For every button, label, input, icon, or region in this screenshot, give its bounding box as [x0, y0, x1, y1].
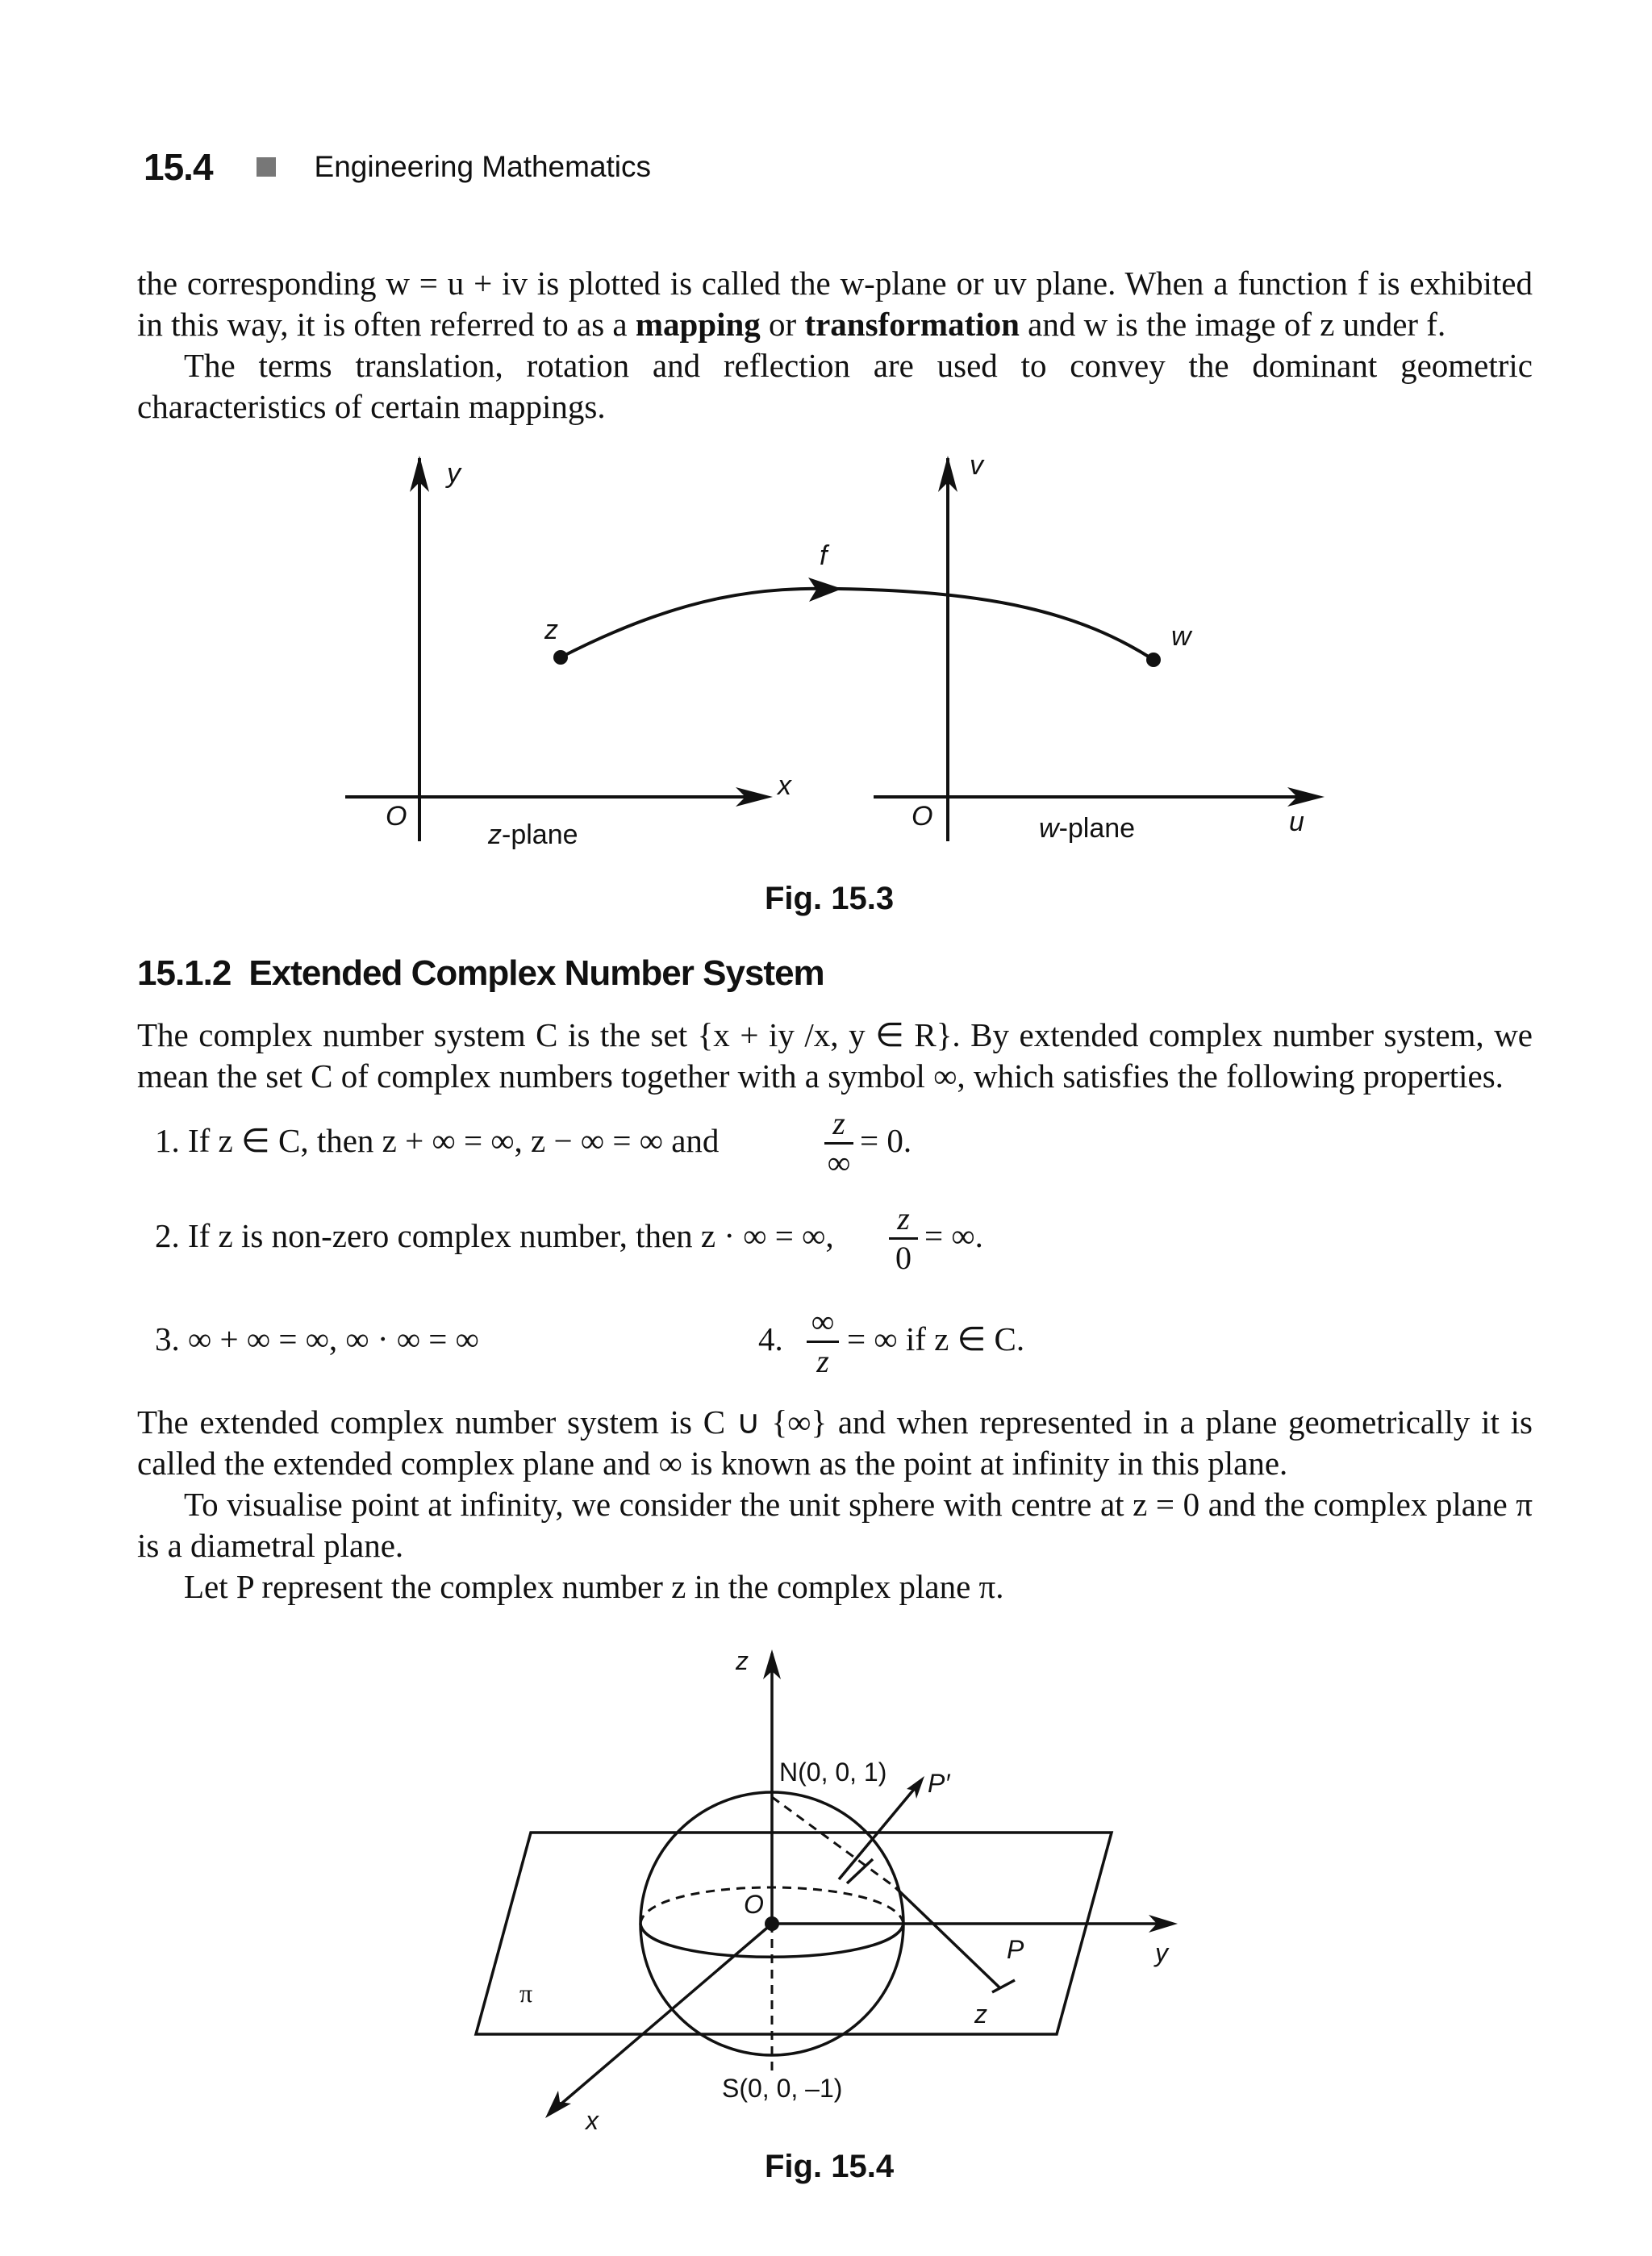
intro-line-2-end: and w is the image of z under f.: [1028, 306, 1446, 343]
property-1-denominator: ∞: [827, 1145, 851, 1181]
book-title: Engineering Mathematics: [314, 150, 652, 183]
x-axis-arrowhead: [545, 2091, 571, 2118]
section-body-1: [137, 1015, 1533, 1097]
property-1-numerator: z: [832, 1105, 845, 1141]
line-to-p: [895, 1887, 1000, 1988]
property-2-rhs: = ∞.: [924, 1217, 983, 1254]
label-origin-z: O: [386, 801, 407, 832]
point-w: [1146, 653, 1161, 667]
figure-15-4-caption: Fig. 15.4: [765, 2149, 895, 2184]
label-origin-w: O: [912, 801, 933, 832]
label-w-plane: w-plane: [1039, 813, 1136, 844]
body-paragraph-3: To visualise point at infinity, we consider the unit sphere with centre at z = 0 and the complex plane π is a diametral plane.: [137, 1486, 1533, 1564]
property-2-denominator: 0: [895, 1240, 912, 1276]
property-4-fraction: [807, 1305, 839, 1378]
label-v: v: [970, 450, 983, 481]
page-number: 15.4: [144, 146, 213, 188]
intro-line-2: in this way, it is often referred to as a: [137, 306, 628, 343]
property-4-label: 4.: [758, 1320, 783, 1357]
origin-point: [765, 1916, 779, 1931]
property-4-rhs: = ∞ if z ∈ C.: [847, 1320, 1025, 1357]
property-4-numerator: ∞: [811, 1303, 835, 1340]
section-title: Extended Complex Number System: [248, 953, 824, 993]
body-paragraph-4: Let P represent the complex number z in the complex plane π.: [184, 1568, 1004, 1605]
label-z-plane: z-plane: [488, 819, 578, 850]
line-to-p-prime: [839, 1783, 920, 1879]
word-or: or: [769, 306, 797, 343]
property-2-numerator: z: [897, 1200, 910, 1236]
section-body-2: [137, 1402, 1533, 1608]
label-x: x: [778, 770, 791, 801]
fig4-label-p-prime: P′: [928, 1769, 950, 1798]
fig4-label-pi: π: [519, 1979, 533, 2008]
label-u: u: [1289, 807, 1304, 837]
term-transformation: transformation: [804, 306, 1020, 343]
fig4-label-z2: z: [974, 2000, 987, 2029]
body-paragraph-2: The extended complex number system is C ∪ {∞} and when represented in a plane geometrically it is called the extended complex plane and ∞ is known as the point at infinity in this plane.: [137, 1403, 1533, 1482]
property-1-fraction: [824, 1107, 853, 1180]
term-mapping: mapping: [635, 306, 761, 343]
figure-15-3-caption: Fig. 15.3: [765, 881, 895, 916]
property-1-rhs: = 0.: [860, 1122, 912, 1159]
intro-line-1: the corresponding w = u + iv is plotted is called the w-plane or uv plane. When a function f is exhibited: [137, 265, 1533, 302]
figure-15-3: [0, 0, 1652, 928]
body-paragraph-1: The complex number system C is the set {x + iy /x, y ∈ R}. By extended complex number system, we mean the set C of complex numbers together with a symbol ∞, which satisfies the following properties.: [137, 1016, 1533, 1095]
fig4-label-N: N(0, 0, 1): [779, 1758, 887, 1787]
fig4-label-P: P: [1007, 1935, 1024, 1964]
property-1: 1. If z ∈ C, then z + ∞ = ∞, z − ∞ = ∞ and: [155, 1122, 720, 1159]
property-4-denominator: z: [816, 1343, 829, 1379]
label-y: y: [447, 458, 461, 489]
pi-plane: [476, 1833, 1112, 2034]
property-2-fraction: [889, 1202, 918, 1275]
intro-paragraph-2: The terms translation, rotation and reflection are used to convey the dominant geometric characteristics of certain mappings.: [137, 347, 1533, 425]
fig4-label-S: S(0, 0, –1): [722, 2074, 843, 2103]
mapping-curve: [561, 589, 1153, 660]
label-w: w: [1171, 621, 1191, 652]
label-f: f: [820, 540, 828, 571]
fig4-label-z: z: [736, 1646, 749, 1675]
point-z: [553, 650, 568, 665]
label-z: z: [544, 615, 558, 645]
section-number: 15.1.2: [137, 953, 232, 993]
fig4-label-y: y: [1155, 1938, 1168, 1967]
fig4-label-O: O: [744, 1890, 764, 1919]
figure-15-4: [0, 1613, 1652, 2178]
property-2: 2. If z is non-zero complex number, then z · ∞ = ∞,: [155, 1217, 834, 1254]
section-heading: [137, 953, 842, 994]
property-3: 3. ∞ + ∞ = ∞, ∞ · ∞ = ∞: [155, 1320, 479, 1357]
fig4-label-x: x: [586, 2106, 599, 2135]
